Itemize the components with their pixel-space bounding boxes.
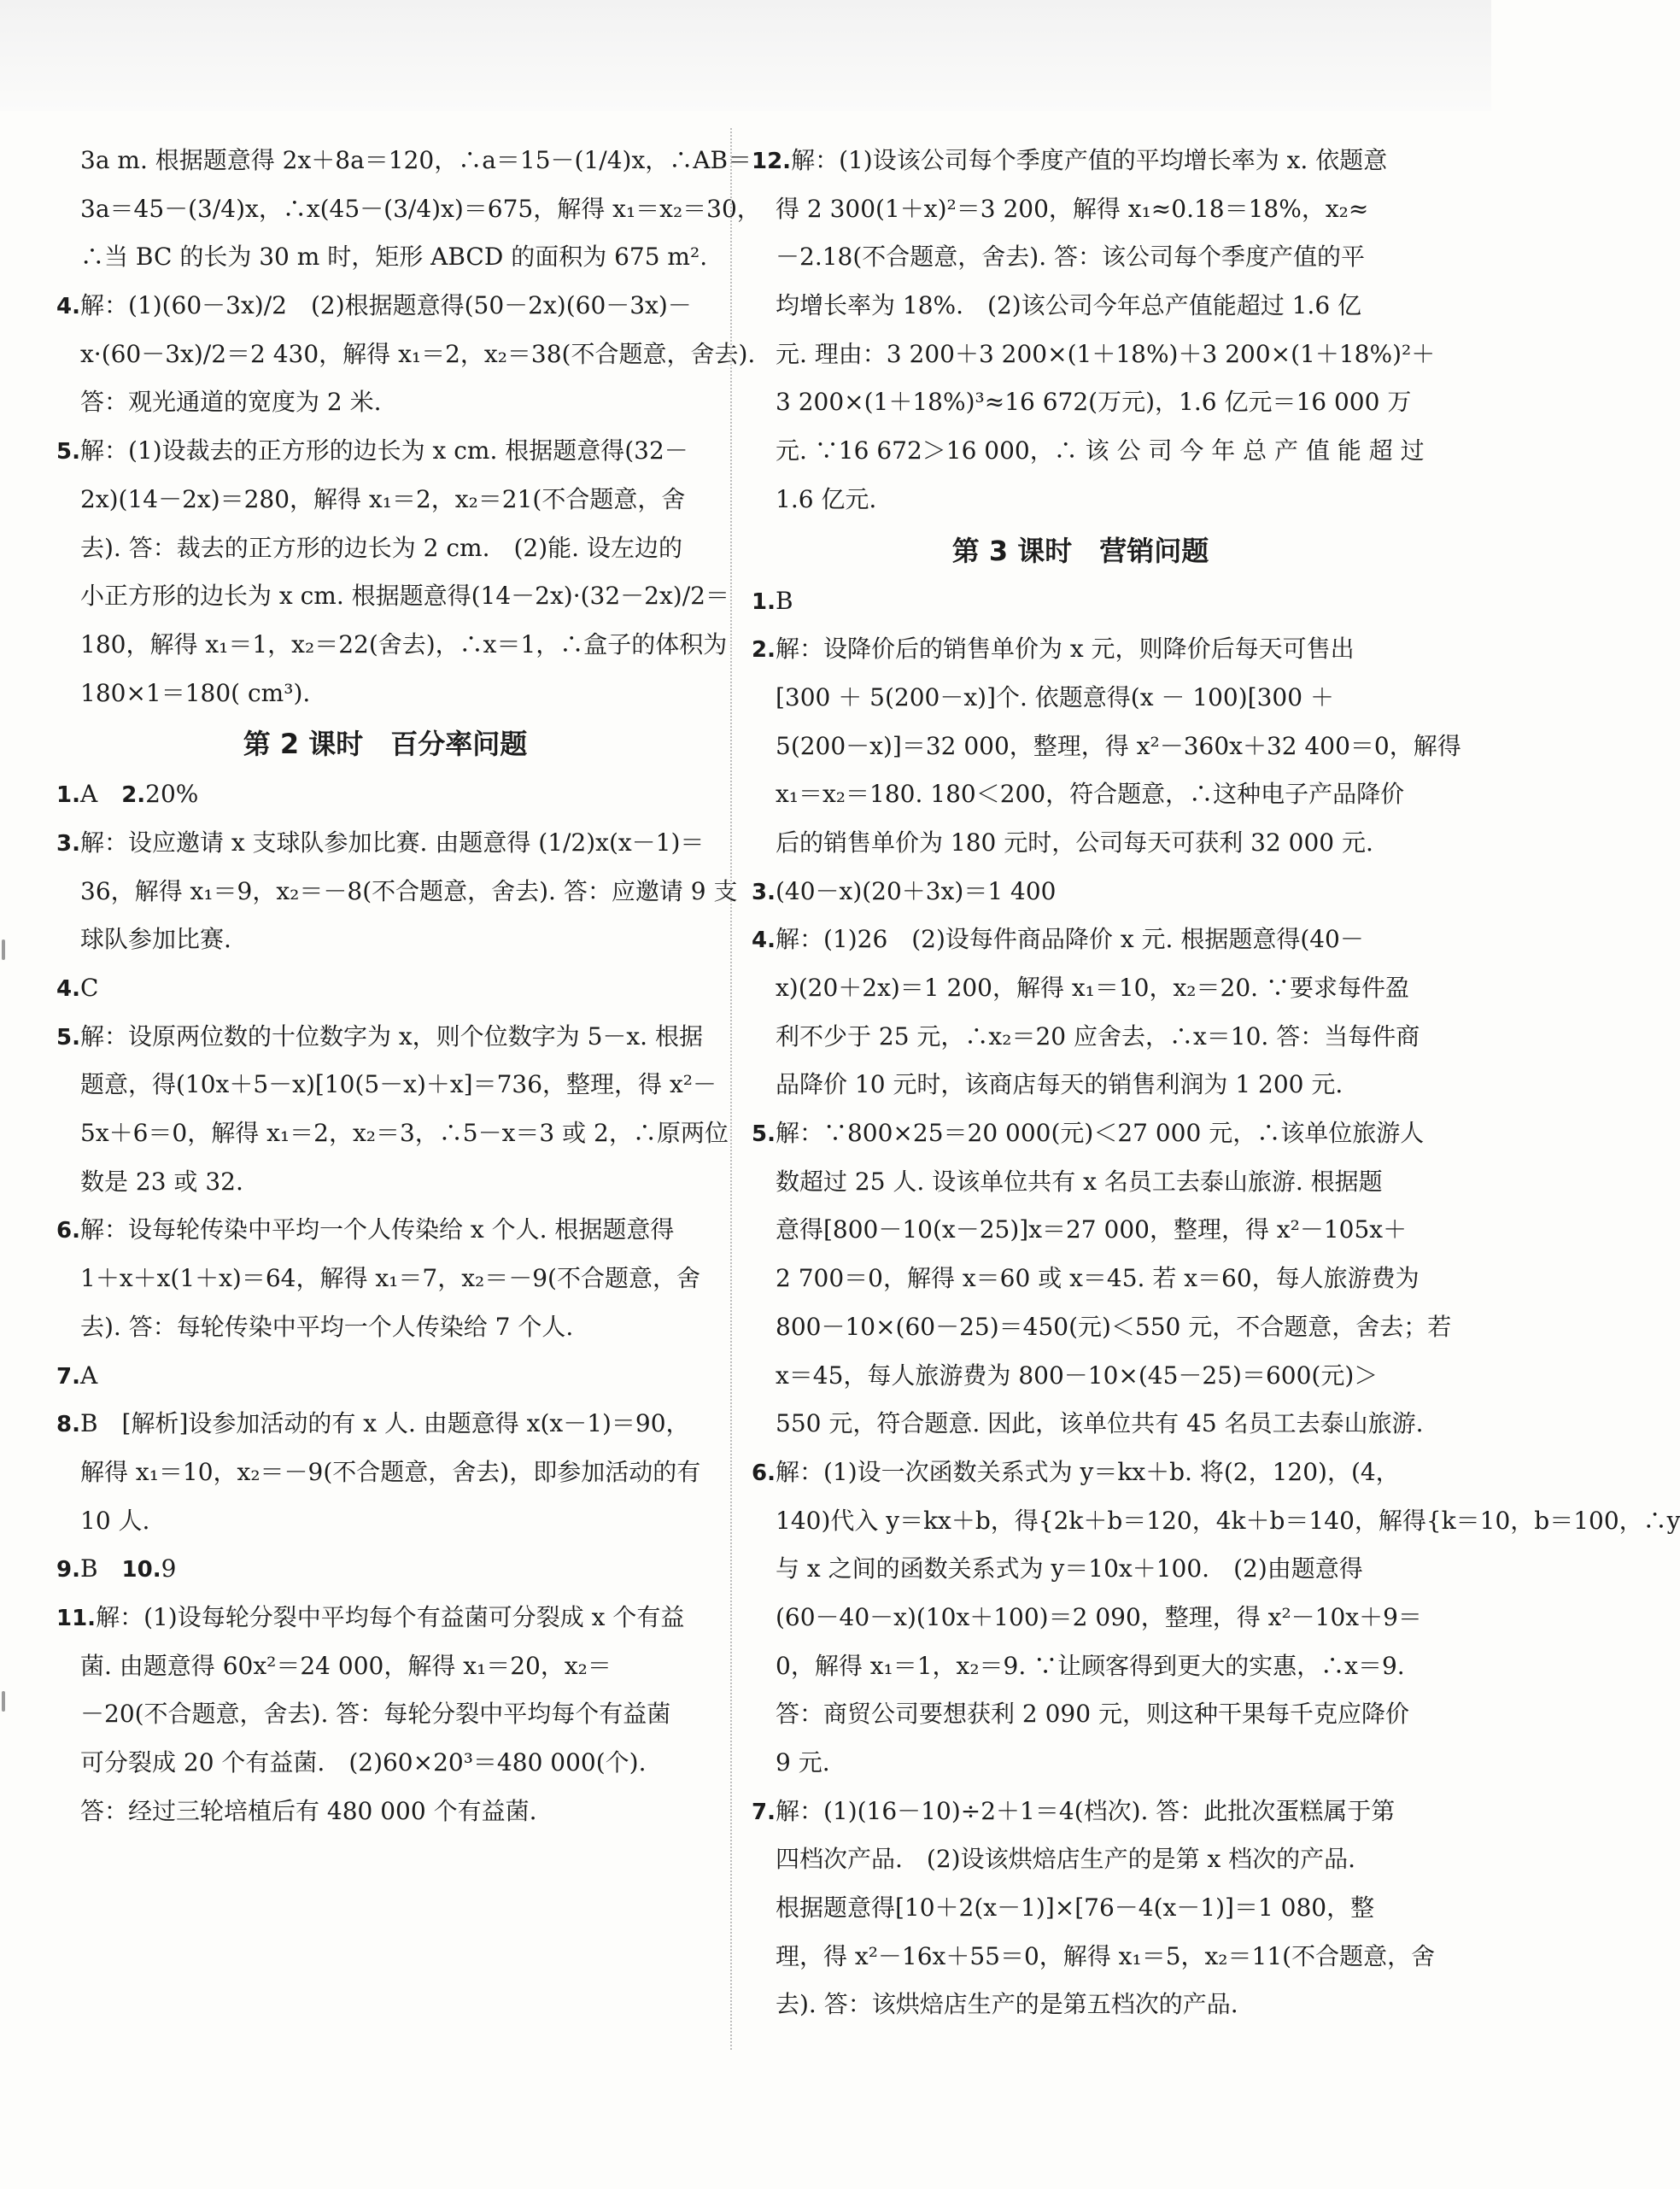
answer-text: 解：设应邀请 x 支球队参加比赛. 由题意得 (1/2)x(x－1)＝ (79, 828, 705, 857)
right-column (752, 137, 1680, 2029)
text-line (56, 427, 714, 476)
answer-text: B (79, 1554, 122, 1583)
question-number: 4. (752, 928, 776, 954)
text-line (752, 1594, 1422, 1642)
text-line (752, 1255, 1420, 1303)
answer-text: －2.18(不合题意，舍去). 答：该公司每个季度产值的平 (776, 243, 1365, 272)
question-number: 8. (56, 1412, 80, 1438)
text-line (56, 1690, 714, 1739)
text-line (752, 233, 1409, 282)
text-line (752, 916, 1409, 964)
text-line (752, 1690, 1409, 1739)
answer-text: 均增长率为 18%. (2)该公司今年总产值能超过 1.6 亿 (776, 291, 1362, 320)
question-number: 9. (56, 1557, 80, 1583)
text-line (56, 1497, 714, 1546)
question-number: 1. (56, 782, 80, 809)
text-line (752, 819, 1409, 868)
answer-text: 2 700＝0，解得 x＝60 或 x＝45. 若 x＝60，每人旅游费为 (776, 1264, 1420, 1293)
answer-text: 800－10×(60－25)＝450(元)＜550 元，不合题意，舍去；若 (776, 1312, 1452, 1341)
answer-text: 元. ∵16 672＞16 000，∴ 该 公 司 今 年 总 产 值 能 超 过 (776, 436, 1425, 465)
answer-text: A (79, 1361, 98, 1390)
answer-text: 菌. 由题意得 60x²＝24 000，解得 x₁＝20，x₂＝ (80, 1651, 612, 1680)
text-line (56, 770, 714, 819)
text-line (752, 1303, 1452, 1352)
binding-mark (2, 939, 5, 960)
answer-text: 2x)(14－2x)＝280，解得 x₁＝2，x₂＝21(不合题意，舍 (80, 484, 686, 513)
answer-text: 10 人. (80, 1506, 150, 1535)
answer-text: 5x＋6＝0，解得 x₁＝2，x₂＝3，∴5－x＝3 或 2，∴原两位 (80, 1119, 729, 1148)
text-line (56, 1788, 714, 1836)
answer-text: 3a＝45－(3/4)x，∴x(45－(3/4)x)＝675，解得 x₁＝x₂＝30， (80, 194, 761, 223)
text-line (752, 1449, 1409, 1497)
text-line (752, 625, 1409, 674)
text-line (56, 964, 714, 1013)
answer-text: B (775, 586, 793, 615)
text-line (56, 282, 714, 331)
text-line (56, 476, 714, 524)
answer-text: 解：设降价后的销售单价为 x 元，则降价后每天可售出 (775, 635, 1355, 664)
text-line (752, 1884, 1409, 1933)
answer-text: 小正方形的边长为 x cm. 根据题意得(14－2x)·(32－2x)/2＝ (80, 582, 729, 611)
answer-text: 3 200×(1＋18%)³≈16 672(万元)，1.6 亿元＝16 000 万 (776, 388, 1412, 417)
answer-text: 四档次产品. (2)设该烘焙店生产的是第 x 档次的产品. (776, 1845, 1356, 1874)
answer-text: 解：(1)26 (2)设每件商品降价 x 元. 根据题意得(40－ (775, 925, 1364, 954)
answer-text: 后的销售单价为 180 元时，公司每天可获利 32 000 元. (776, 828, 1373, 857)
answer-text: 解：设每轮传染中平均一个人传染给 x 个人. 根据题意得 (79, 1215, 675, 1244)
left-column (56, 137, 761, 1835)
text-line (56, 916, 714, 964)
text-line (56, 1061, 717, 1109)
answer-text: 答：经过三轮培植后有 480 000 个有益菌. (80, 1796, 537, 1825)
binding-mark (2, 1691, 5, 1712)
text-line (56, 1013, 714, 1062)
answer-text: 根据题意得[10＋2(x－1)]×[76－4(x－1)]＝1 080，整 (776, 1893, 1375, 1923)
answer-text: 9 元. (776, 1748, 830, 1776)
text-line (752, 1788, 1409, 1836)
text-line (56, 1109, 729, 1158)
text-line (56, 378, 714, 427)
answer-text: C (79, 974, 99, 1002)
text-line (56, 524, 714, 573)
question-number: 11. (56, 1605, 97, 1631)
answer-text: x)(20＋2x)＝1 200，解得 x₁＝10，x₂＝20. ∵要求每件盈 (776, 974, 1409, 1002)
text-line (56, 1545, 714, 1594)
question-number: 5. (56, 439, 80, 465)
question-number: 3. (752, 879, 776, 905)
text-line (752, 331, 1436, 379)
text-line (752, 1400, 1424, 1449)
text-line (56, 1255, 714, 1303)
text-line (752, 1835, 1409, 1884)
answer-text: 解：设原两位数的十位数字为 x，则个位数字为 5－x. 根据 (79, 1021, 703, 1051)
text-line (56, 137, 752, 185)
answer-text: B [解析]设参加活动的有 x 人. 由题意得 x(x－1)＝90， (79, 1409, 690, 1438)
text-line (56, 233, 714, 282)
answer-text: －20(不合题意，舍去). 答：每轮分裂中平均每个有益菌 (80, 1700, 671, 1729)
text-line (752, 282, 1409, 331)
answer-text: (40－x)(20＋3x)＝1 400 (775, 876, 1057, 905)
text-line (752, 1739, 1409, 1788)
answer-text: 球队参加比赛. (80, 925, 231, 954)
text-line (752, 427, 1425, 476)
text-line (752, 1642, 1409, 1691)
text-line (752, 723, 1461, 771)
answer-text: x·(60－3x)/2＝2 430，解得 x₁＝2，x₂＝38(不合题意，舍去). (80, 339, 756, 368)
answer-text: (60－40－x)(10x＋100)＝2 090，整理，得 x²－10x＋9＝ (776, 1602, 1422, 1631)
answer-text: 理，得 x²－16x＋55＝0，解得 x₁＝5，x₂＝11(不合题意，舍 (776, 1941, 1436, 1970)
text-line (56, 1642, 714, 1691)
text-line (752, 674, 1409, 723)
answer-text: 利不少于 25 元，∴x₂＝20 应舍去，∴x＝10. 答：当每件商 (776, 1021, 1420, 1051)
answer-text: [300 ＋ 5(200－x)]个. 依题意得(x － 100)[300 ＋ (776, 682, 1334, 711)
text-line (56, 1303, 714, 1352)
text-line (56, 819, 714, 868)
text-line (752, 1109, 1425, 1158)
answer-text: 1.6 亿元. (776, 484, 877, 513)
text-line (752, 476, 1409, 524)
text-line (56, 331, 756, 379)
answer-text: 5(200－x)]＝32 000，整理，得 x²－360x＋32 400＝0，解得 (776, 731, 1461, 760)
text-line (56, 670, 714, 718)
text-line (752, 1013, 1420, 1062)
page-top-band (0, 0, 1491, 111)
answer-text: 解：(1)(60－3x)/2 (2)根据题意得(50－2x)(60－3x)－ (79, 291, 692, 320)
text-line (56, 1206, 714, 1255)
answer-text: 解：(1)设裁去的正方形的边长为 x cm. 根据题意得(32－ (79, 436, 688, 465)
text-line (752, 378, 1412, 427)
answer-text: 数是 23 或 32. (80, 1167, 243, 1196)
question-number: 6. (752, 1460, 776, 1486)
text-line (56, 1594, 714, 1642)
answer-text: x＝45，每人旅游费为 800－10×(45－25)＝600(元)＞ (776, 1361, 1379, 1390)
question-number: 6. (56, 1218, 80, 1244)
text-line (752, 185, 1409, 234)
text-line (752, 1981, 1409, 2029)
question-number: 2. (752, 637, 776, 664)
text-line (752, 1206, 1409, 1255)
text-line (56, 1449, 714, 1497)
answer-text: 550 元，符合题意. 因此，该单位共有 45 名员工去泰山旅游. (776, 1409, 1424, 1438)
question-number: 4. (56, 294, 80, 320)
text-line (752, 1545, 1409, 1594)
answer-text: 180×1＝180( cm³). (80, 678, 311, 707)
question-number: 5. (752, 1121, 776, 1148)
answer-text: 解：∵800×25＝20 000(元)＜27 000 元，∴该单位旅游人 (775, 1119, 1425, 1148)
text-line (752, 1933, 1436, 1981)
answer-text: 可分裂成 20 个有益菌. (2)60×20³＝480 000(个). (80, 1748, 647, 1776)
answer-text: 与 x 之间的函数关系式为 y＝10x＋100. (2)由题意得 (776, 1554, 1363, 1583)
answer-text: 180，解得 x₁＝1，x₂＝22(舍去)，∴x＝1，∴盒子的体积为 (80, 629, 728, 658)
question-number: 7. (752, 1799, 776, 1825)
answer-text: 36，解得 x₁＝9，x₂＝－8(不合题意，舍去). 答：应邀请 9 支 (80, 876, 738, 905)
text-line (56, 868, 738, 916)
answer-text: 品降价 10 元时，该商店每天的销售利润为 1 200 元. (776, 1070, 1343, 1099)
question-number: 5. (56, 1024, 80, 1051)
answer-text: ∴当 BC 的长为 30 m 时，矩形 ABCD 的面积为 675 m². (80, 243, 708, 272)
answer-text: 解得 x₁＝10，x₂＝－9(不合题意，舍去)，即参加活动的有 (80, 1457, 701, 1486)
text-line (752, 1497, 1680, 1546)
text-line (56, 185, 761, 234)
text-line (752, 770, 1409, 819)
answer-text: 去). 答：裁去的正方形的边长为 2 cm. (2)能. 设左边的 (80, 533, 682, 562)
answer-text: 答：商贸公司要想获利 2 090 元，则这种干果每千克应降价 (776, 1700, 1409, 1729)
answer-text: 数超过 25 人. 设该单位共有 x 名员工去泰山旅游. 根据题 (776, 1167, 1383, 1196)
question-number: 7. (56, 1363, 80, 1390)
section-heading: 第 3 课时 营销问题 (951, 534, 1209, 567)
answer-text: 元. 理由：3 200＋3 200×(1＋18%)＋3 200×(1＋18%)²＋ (776, 339, 1436, 368)
column-divider (730, 128, 733, 2050)
answer-text: 9 (161, 1554, 177, 1583)
answer-text: 得 2 300(1＋x)²＝3 200，解得 x₁≈0.18＝18%，x₂≈ (776, 194, 1369, 223)
text-line (752, 868, 1409, 916)
text-line (56, 1352, 714, 1401)
answer-text: 题意，得(10x＋5－x)[10(5－x)＋x]＝736，整理，得 x²－ (80, 1070, 717, 1099)
answer-text: x₁＝x₂＝180. 180＜200，符合题意，∴这种电子产品降价 (776, 780, 1405, 809)
answer-text: 意得[800－10(x－25)]x＝27 000，整理，得 x²－105x＋ (776, 1215, 1408, 1244)
text-line (752, 577, 1409, 626)
question-number: 3. (56, 830, 80, 857)
text-line (752, 1158, 1409, 1207)
question-number: 2. (121, 782, 146, 809)
text-line (752, 1352, 1409, 1401)
text-line (752, 964, 1409, 1013)
answer-text: 答：观光通道的宽度为 2 米. (80, 388, 382, 417)
section-heading: 第 2 课时 百分率问题 (243, 728, 528, 761)
answer-text: 解：(1)设每轮分裂中平均每个有益菌可分裂成 x 个有益 (96, 1602, 685, 1631)
question-number: 4. (56, 976, 80, 1002)
answer-text: 去). 答：每轮传染中平均一个人传染给 7 个人. (80, 1312, 574, 1341)
question-number: 1. (752, 588, 776, 615)
text-line (56, 1739, 714, 1788)
text-line (752, 137, 1409, 185)
question-number: 10. (121, 1557, 161, 1583)
text-line (56, 1158, 714, 1207)
text-line (56, 1400, 714, 1449)
answer-text: 解：(1)(16－10)÷2＋1＝4(档次). 答：此批次蛋糕属于第 (775, 1796, 1396, 1825)
answer-text: 去). 答：该烘焙店生产的是第五档次的产品. (776, 1990, 1238, 2019)
answer-text: 140)代入 y＝kx＋b，得{2k＋b＝120，4k＋b＝140，解得{k＝10，b＝100，∴y (776, 1506, 1680, 1535)
answer-text: 3a m. 根据题意得 2x＋8a＝120，∴a＝15－(1/4)x，∴AB＝ (80, 146, 752, 174)
answer-text: 解：(1)设该公司每个季度产值的平均增长率为 x. 依题意 (791, 146, 1388, 174)
text-line (56, 572, 729, 621)
question-number: 12. (752, 149, 792, 174)
answer-text: 1＋x＋x(1＋x)＝64，解得 x₁＝7，x₂＝－9(不合题意，舍 (80, 1264, 700, 1293)
text-line (56, 621, 728, 670)
answer-text: A (79, 780, 122, 809)
answer-text: 0，解得 x₁＝1，x₂＝9. ∵让顾客得到更大的实惠，∴x＝9. (776, 1651, 1405, 1680)
answer-text: 20% (145, 780, 199, 809)
text-line (752, 1061, 1409, 1109)
answer-text: 解：(1)设一次函数关系式为 y＝kx＋b. 将(2，120)，(4， (775, 1457, 1400, 1486)
